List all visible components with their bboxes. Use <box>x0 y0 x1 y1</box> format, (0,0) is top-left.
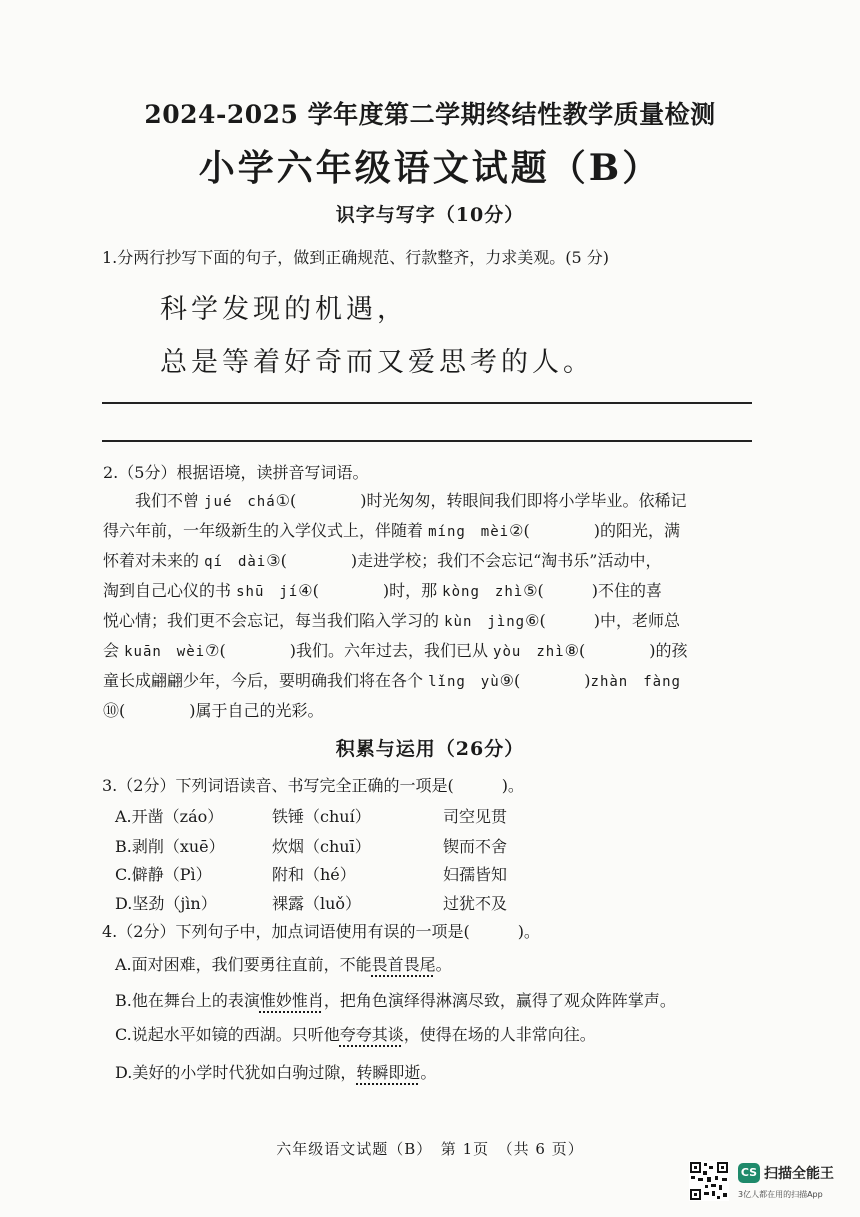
q3-option-label[interactable]: D.坚劲（jìn） <box>115 894 217 913</box>
q2-text: ②( )的阳光，满 <box>509 521 680 540</box>
q4-option-text: 。 <box>435 955 452 974</box>
q2-text: ①( )时光匆匆，转眼间我们即将小学毕业。依稀记 <box>275 491 687 510</box>
q2-text: 得六年前，一年级新生的入学仪式上，伴随着 <box>103 521 429 540</box>
q2-line <box>103 491 763 512</box>
copy-sentence-line1: 科学发现的机遇， <box>160 294 408 325</box>
q4-option-text: ，使得在场的人非常向往。 <box>403 1025 596 1044</box>
pinyin-hint: kuān wèi <box>124 644 206 660</box>
q2-text: 我们不曾 <box>103 491 205 510</box>
pinyin-hint: zhàn fàng <box>590 674 681 690</box>
dotted-emphasis-word: 畏首畏尾 <box>371 955 436 974</box>
q3-prompt: 3.（2分）下列词语读音、书写完全正确的一项是( )。 <box>102 776 524 795</box>
q2-line <box>103 521 763 542</box>
page-footer: 六年级语文试题（B） 第 1页 （共 6 页） <box>276 1140 584 1158</box>
dotted-emphasis-word: 惟妙惟肖 <box>259 991 324 1010</box>
q3-option-word: 锲而不舍 <box>443 837 508 856</box>
camscanner-logo-icon: CS <box>738 1163 760 1183</box>
q4-prompt: 4.（2分）下列句子中，加点词语使用有误的一项是( )。 <box>102 922 540 941</box>
q2-text: 童长成翩翩少年，今后，要明确我们将在各个 <box>103 671 429 690</box>
pinyin-hint: míng mèi <box>428 524 510 540</box>
dotted-emphasis-word: 夸夸其谈 <box>339 1025 404 1044</box>
q4-option[interactable] <box>115 988 676 1011</box>
q2-line <box>103 611 763 632</box>
q2-line <box>103 551 763 572</box>
camscanner-tagline: 3亿人都在用的扫描App <box>738 1190 823 1199</box>
q3-option-word: 过犹不及 <box>443 894 508 913</box>
paper-title: 小学六年级语文试题（B） <box>198 147 662 189</box>
dotted-emphasis-word: 转瞬即逝 <box>356 1063 421 1082</box>
q4-option-text: D.美好的小学时代犹如白驹过隙， <box>115 1063 357 1082</box>
pinyin-hint: shū jí <box>236 584 299 600</box>
q2-text: 悦心情；我们更不会忘记，每当我们陷入学习的 <box>103 611 445 630</box>
q4-option-text: C.说起水平如镜的西湖。只听他 <box>115 1025 340 1044</box>
q2-text: 2.（5分）根据语境，读拼音写词语。 <box>103 463 369 482</box>
pinyin-hint: qí dài <box>204 554 267 570</box>
exam-title: 2024-2025 学年度第二学期终结性教学质量检测 <box>144 100 716 129</box>
q4-option-text: 。 <box>420 1063 437 1082</box>
q4-option[interactable] <box>115 1022 596 1045</box>
camscanner-name: 扫描全能王 <box>764 1166 834 1182</box>
writing-line-1[interactable] <box>102 402 752 404</box>
q2-text: 淘到自己心仪的书 <box>103 581 237 600</box>
q3-option-label[interactable]: A.开凿（záo） <box>115 807 224 826</box>
q2-line <box>103 701 763 721</box>
q2-text: ⑤( )不住的喜 <box>523 581 663 600</box>
q2-text: ⑦( )我们。六年过去，我们已从 <box>205 641 494 660</box>
copy-sentence-line2: 总是等着好奇而又爱思考的人。 <box>160 347 594 378</box>
q2-text: ⑥( )中，老师总 <box>525 611 680 630</box>
q2-text: ③( )走进学校；我们不会忘记“淘书乐”活动中， <box>266 551 662 570</box>
q2-text: ④( )时，那 <box>298 581 443 600</box>
q2-text: ⑩( )属于自己的光彩。 <box>103 701 324 720</box>
section-title-accumulation: 积累与运用（26分） <box>335 738 525 760</box>
q2-line <box>103 581 763 602</box>
q2-text: ⑨( ) <box>499 671 591 690</box>
pinyin-hint: kòng zhì <box>442 584 524 600</box>
q3-option-word: 司空见贯 <box>443 807 508 826</box>
q4-option-text: A.面对困难，我们要勇往直前，不能 <box>115 955 372 974</box>
q2-text: ⑧( )的孩 <box>564 641 688 660</box>
qr-code-icon <box>689 1161 729 1201</box>
q4-option-text: B.他在舞台上的表演 <box>115 991 260 1010</box>
q3-option-word: 附和（hé） <box>272 865 356 884</box>
q2-line <box>103 463 763 483</box>
q3-option-word: 裸露（luǒ） <box>272 894 362 913</box>
q2-text: 怀着对未来的 <box>103 551 205 570</box>
pinyin-hint: jué chá <box>204 494 276 510</box>
q2-text: 会 <box>103 641 125 660</box>
q3-option-word: 妇孺皆知 <box>443 865 508 884</box>
q2-line <box>103 671 763 692</box>
q4-option[interactable] <box>115 952 452 975</box>
q3-option-word: 炊烟（chuī） <box>272 837 371 856</box>
q3-option-label[interactable]: B.剥削（xuē） <box>115 837 225 856</box>
pinyin-hint: lǐng yù <box>428 674 500 690</box>
q3-option-label[interactable]: C.僻静（Pì） <box>115 865 212 884</box>
pinyin-hint: kùn jìng <box>444 614 526 630</box>
q4-option[interactable] <box>115 1060 436 1083</box>
section-title-literacy: 识字与写字（10分） <box>335 204 525 226</box>
writing-line-2[interactable] <box>102 440 752 442</box>
q4-option-text: ，把角色演绎得淋漓尽致，赢得了观众阵阵掌声。 <box>323 991 676 1010</box>
pinyin-hint: yòu zhì <box>493 644 565 660</box>
q1-prompt: 1.分两行抄写下面的句子，做到正确规范、行款整齐，力求美观。(5 分) <box>102 248 610 267</box>
q3-option-word: 铁锤（chuí） <box>272 807 371 826</box>
q2-line <box>103 641 763 662</box>
